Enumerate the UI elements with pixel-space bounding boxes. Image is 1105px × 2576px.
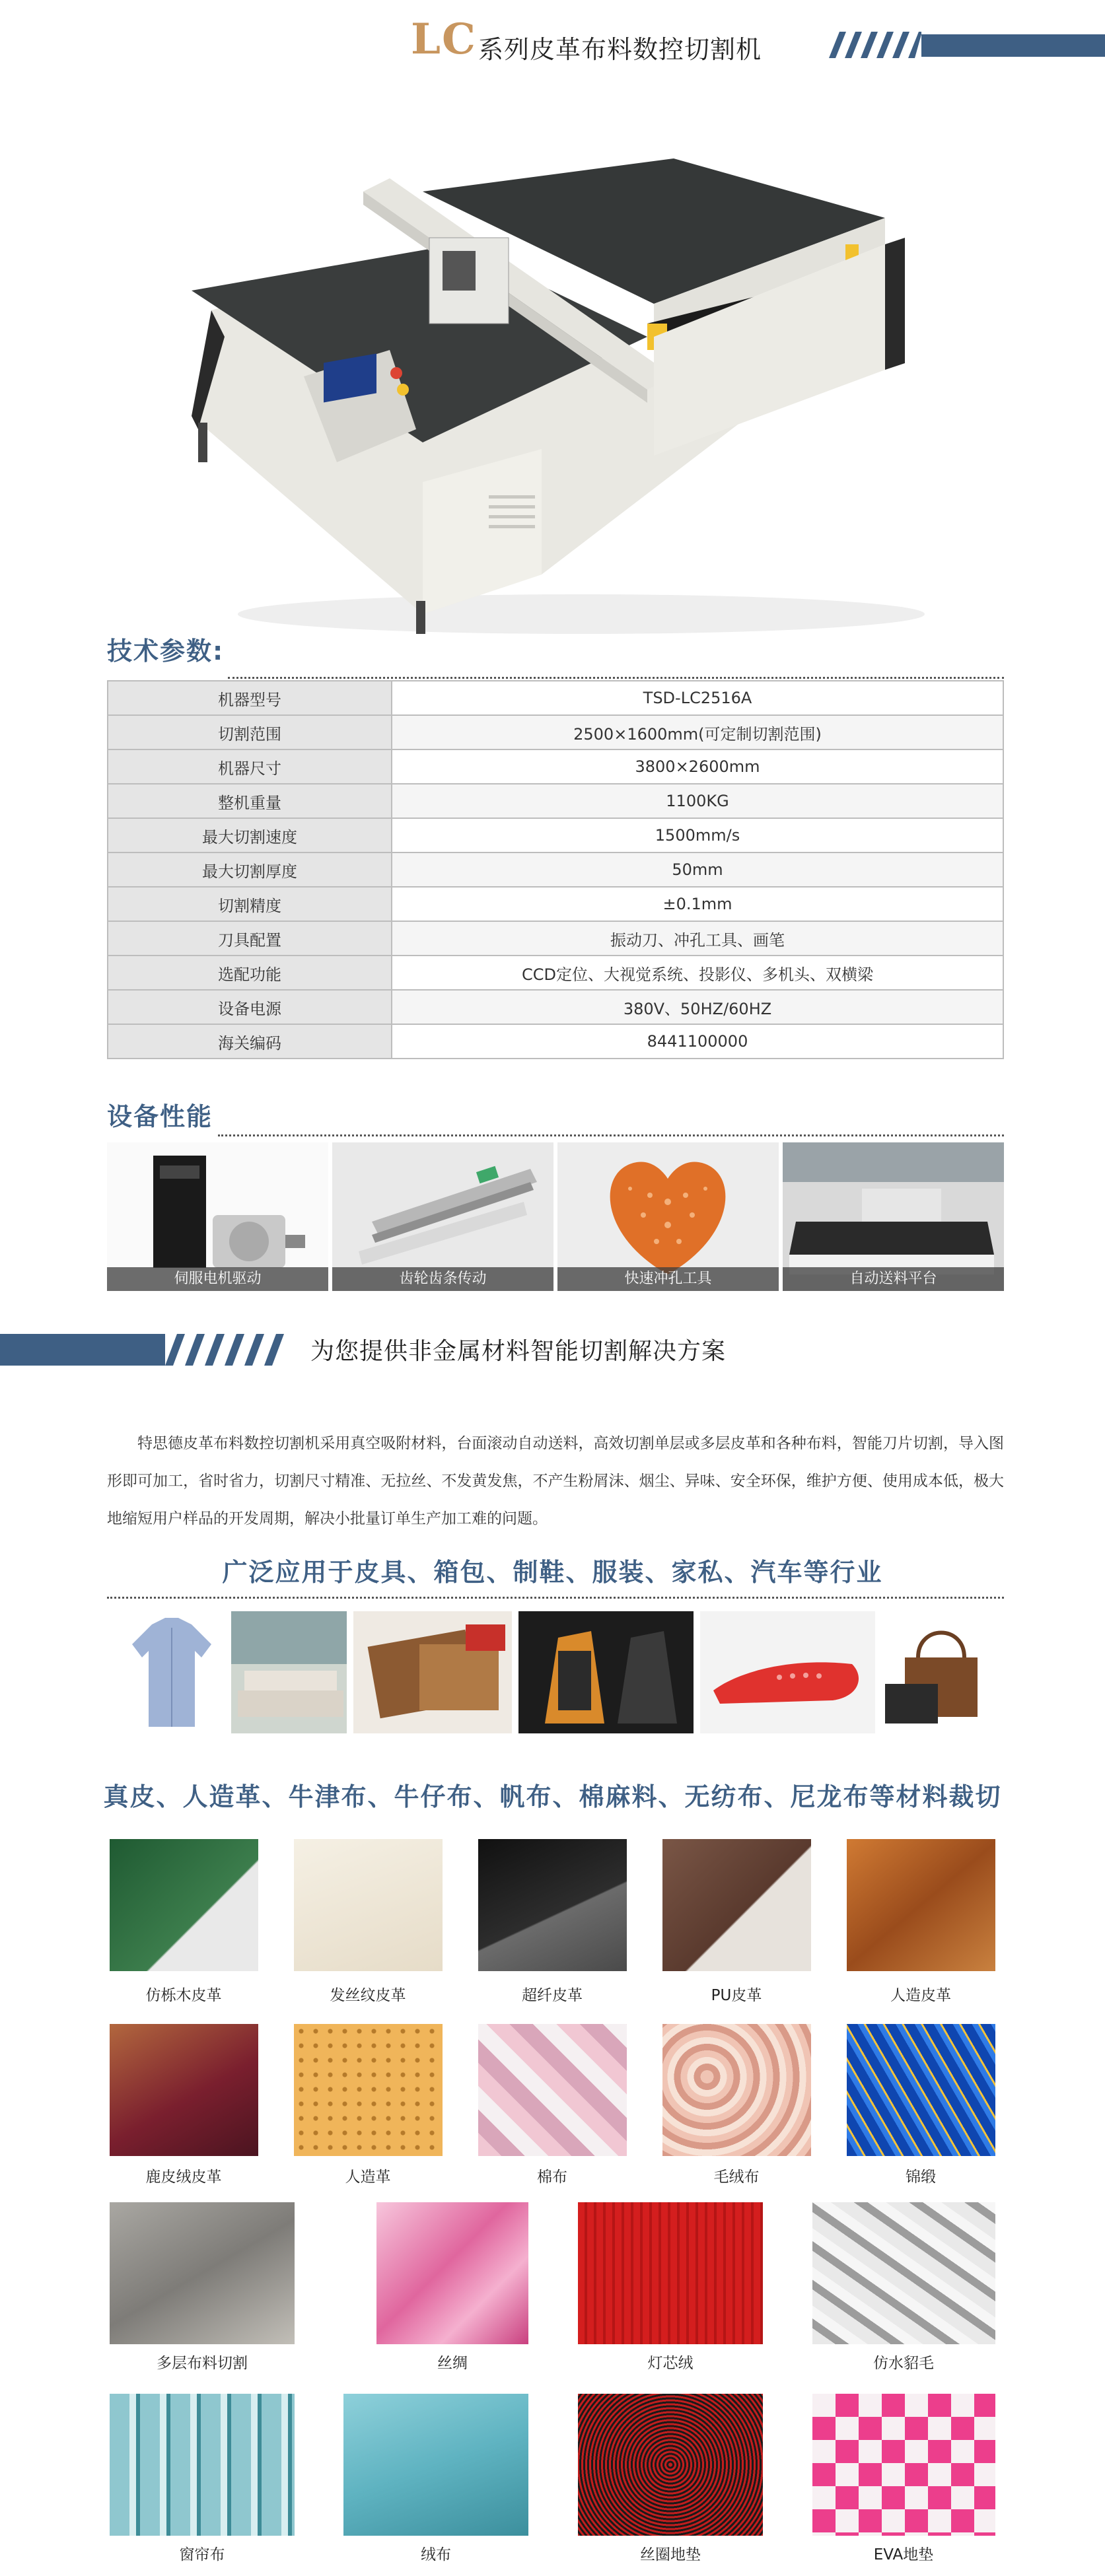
table-row bbox=[108, 887, 1003, 921]
spec-key: 切割精度 bbox=[108, 887, 392, 921]
sofa-image bbox=[231, 1611, 347, 1733]
performance-caption: 自动送料平台 bbox=[783, 1267, 1004, 1291]
shirt-image bbox=[119, 1611, 225, 1733]
material-swatch bbox=[847, 1839, 995, 1971]
material-label: 绒布 bbox=[421, 2546, 451, 2563]
wallet-image bbox=[353, 1611, 512, 1733]
material-label: 窗帘布 bbox=[179, 2546, 225, 2563]
material-label: 仿栎木皮革 bbox=[145, 1987, 222, 2004]
material-label: 多层布料切割 bbox=[157, 2355, 248, 2372]
spec-key: 选配功能 bbox=[108, 956, 392, 990]
table-row bbox=[108, 956, 1003, 990]
solution-title: 为您提供非金属材料智能切割解决方案 bbox=[310, 1338, 727, 1365]
material-label: 人造皮革 bbox=[890, 1987, 951, 2004]
performance-caption: 伺服电机驱动 bbox=[107, 1267, 328, 1291]
spec-key: 海关编码 bbox=[108, 1024, 392, 1059]
spec-value: 3800×2600mm bbox=[392, 749, 1003, 784]
spec-key: 最大切割厚度 bbox=[108, 853, 392, 887]
material-swatch bbox=[294, 1839, 443, 1971]
material-swatch bbox=[812, 2202, 995, 2344]
material-label: 人造革 bbox=[345, 2169, 391, 2186]
material-swatch bbox=[110, 2024, 258, 2156]
spec-value: 50mm bbox=[392, 853, 1003, 887]
band-accent-bar bbox=[0, 1334, 165, 1366]
brand-mark: LC bbox=[411, 15, 477, 64]
tech-params-title: 技术参数: bbox=[107, 637, 225, 666]
material-swatch bbox=[110, 2394, 295, 2536]
spec-value: 振动刀、冲孔工具、画笔 bbox=[392, 921, 1003, 956]
handbag-image bbox=[878, 1611, 1001, 1733]
material-label: EVA地垫 bbox=[873, 2546, 934, 2563]
material-swatch bbox=[812, 2394, 995, 2536]
performance-caption: 齿轮齿条传动 bbox=[332, 1267, 553, 1291]
car-seat-image bbox=[518, 1611, 694, 1733]
table-row bbox=[108, 749, 1003, 784]
material-label: PU皮革 bbox=[711, 1987, 762, 2004]
performance-caption: 快速冲孔工具 bbox=[557, 1267, 779, 1291]
performance-card bbox=[332, 1142, 553, 1291]
material-swatch bbox=[662, 1839, 811, 1971]
material-swatch bbox=[343, 2394, 528, 2536]
material-label: 棉布 bbox=[537, 2169, 567, 2186]
spec-key: 刀具配置 bbox=[108, 921, 392, 956]
spec-value: 1100KG bbox=[392, 784, 1003, 818]
table-row bbox=[108, 853, 1003, 887]
spec-key: 切割范围 bbox=[108, 715, 392, 749]
material-swatch bbox=[478, 1839, 627, 1971]
spec-key: 最大切割速度 bbox=[108, 818, 392, 853]
spec-key: 整机重量 bbox=[108, 784, 392, 818]
intro-paragraph: 特思德皮革布料数控切割机采用真空吸附材料，台面滚动自动送料，高效切割单层或多层皮革和各种布料，智能刀片切割，导入图形即可加工，省时省力，切割尺寸精准、无拉丝、不发黄发焦，不产生粉屑沫、烟尘、异味、安全环保，维护方便、使用成本低，极大地缩短用户样品的开发周期，解决小批量订单生产加工难的问题。 bbox=[107, 1435, 1004, 1527]
material-label: 毛绒布 bbox=[713, 2169, 760, 2186]
table-row bbox=[108, 921, 1003, 956]
spec-table bbox=[107, 680, 1004, 1059]
section-divider bbox=[107, 1597, 1004, 1599]
performance-title: 设备性能 bbox=[107, 1102, 213, 1131]
spec-value: 8441100000 bbox=[392, 1024, 1003, 1059]
stripes-decoration-icon bbox=[165, 1334, 291, 1366]
section-divider bbox=[218, 1134, 1004, 1136]
material-swatch bbox=[847, 2024, 995, 2156]
material-swatch bbox=[578, 2394, 763, 2536]
material-swatch bbox=[294, 2024, 443, 2156]
spec-value: 2500×1600mm(可定制切割范围) bbox=[392, 715, 1003, 749]
applications-title: 广泛应用于皮具、箱包、制鞋、服装、家私、汽车等行业 bbox=[222, 1558, 883, 1587]
spec-value: CCD定位、大视觉系统、投影仪、多机头、双横梁 bbox=[392, 956, 1003, 990]
spec-key: 设备电源 bbox=[108, 990, 392, 1024]
material-label: 鹿皮绒皮革 bbox=[145, 2169, 222, 2186]
stripes-decoration-icon bbox=[822, 32, 921, 58]
materials-title: 真皮、人造革、牛津布、牛仔布、帆布、棉麻料、无纺布、尼龙布等材料裁切 bbox=[103, 1782, 1002, 1811]
material-label: 仿水貂毛 bbox=[873, 2355, 934, 2372]
material-label: 锦缎 bbox=[906, 2169, 936, 2186]
table-row bbox=[108, 784, 1003, 818]
material-swatch bbox=[376, 2202, 528, 2344]
material-label: 超纤皮革 bbox=[522, 1987, 583, 2004]
material-swatch bbox=[110, 2202, 295, 2344]
material-label: 丝圈地垫 bbox=[640, 2546, 701, 2563]
section-divider bbox=[228, 677, 1004, 679]
spec-value: 1500mm/s bbox=[392, 818, 1003, 853]
material-swatch bbox=[478, 2024, 627, 2156]
spec-key: 机器尺寸 bbox=[108, 749, 392, 784]
page-title: 系列皮革布料数控切割机 bbox=[478, 35, 762, 64]
material-swatch bbox=[578, 2202, 763, 2344]
material-swatch bbox=[110, 1839, 258, 1971]
header-accent-bar bbox=[921, 34, 1105, 57]
spec-value: ±0.1mm bbox=[392, 887, 1003, 921]
table-row bbox=[108, 715, 1003, 749]
material-label: 发丝纹皮革 bbox=[330, 1987, 406, 2004]
performance-card bbox=[557, 1142, 779, 1291]
material-swatch bbox=[662, 2024, 811, 2156]
table-row bbox=[108, 818, 1003, 853]
spec-value: 380V、50HZ/60HZ bbox=[392, 990, 1003, 1024]
table-row bbox=[108, 681, 1003, 715]
performance-card bbox=[783, 1142, 1004, 1291]
performance-card bbox=[107, 1142, 328, 1291]
material-label: 灯芯绒 bbox=[647, 2355, 694, 2372]
cutting-machine-image bbox=[172, 139, 978, 641]
material-label: 丝绸 bbox=[437, 2355, 468, 2372]
shoe-image bbox=[700, 1611, 875, 1733]
page-header bbox=[0, 0, 1105, 69]
spec-key: 机器型号 bbox=[108, 681, 392, 715]
spec-value: TSD-LC2516A bbox=[392, 681, 1003, 715]
table-row bbox=[108, 1024, 1003, 1059]
table-row bbox=[108, 990, 1003, 1024]
